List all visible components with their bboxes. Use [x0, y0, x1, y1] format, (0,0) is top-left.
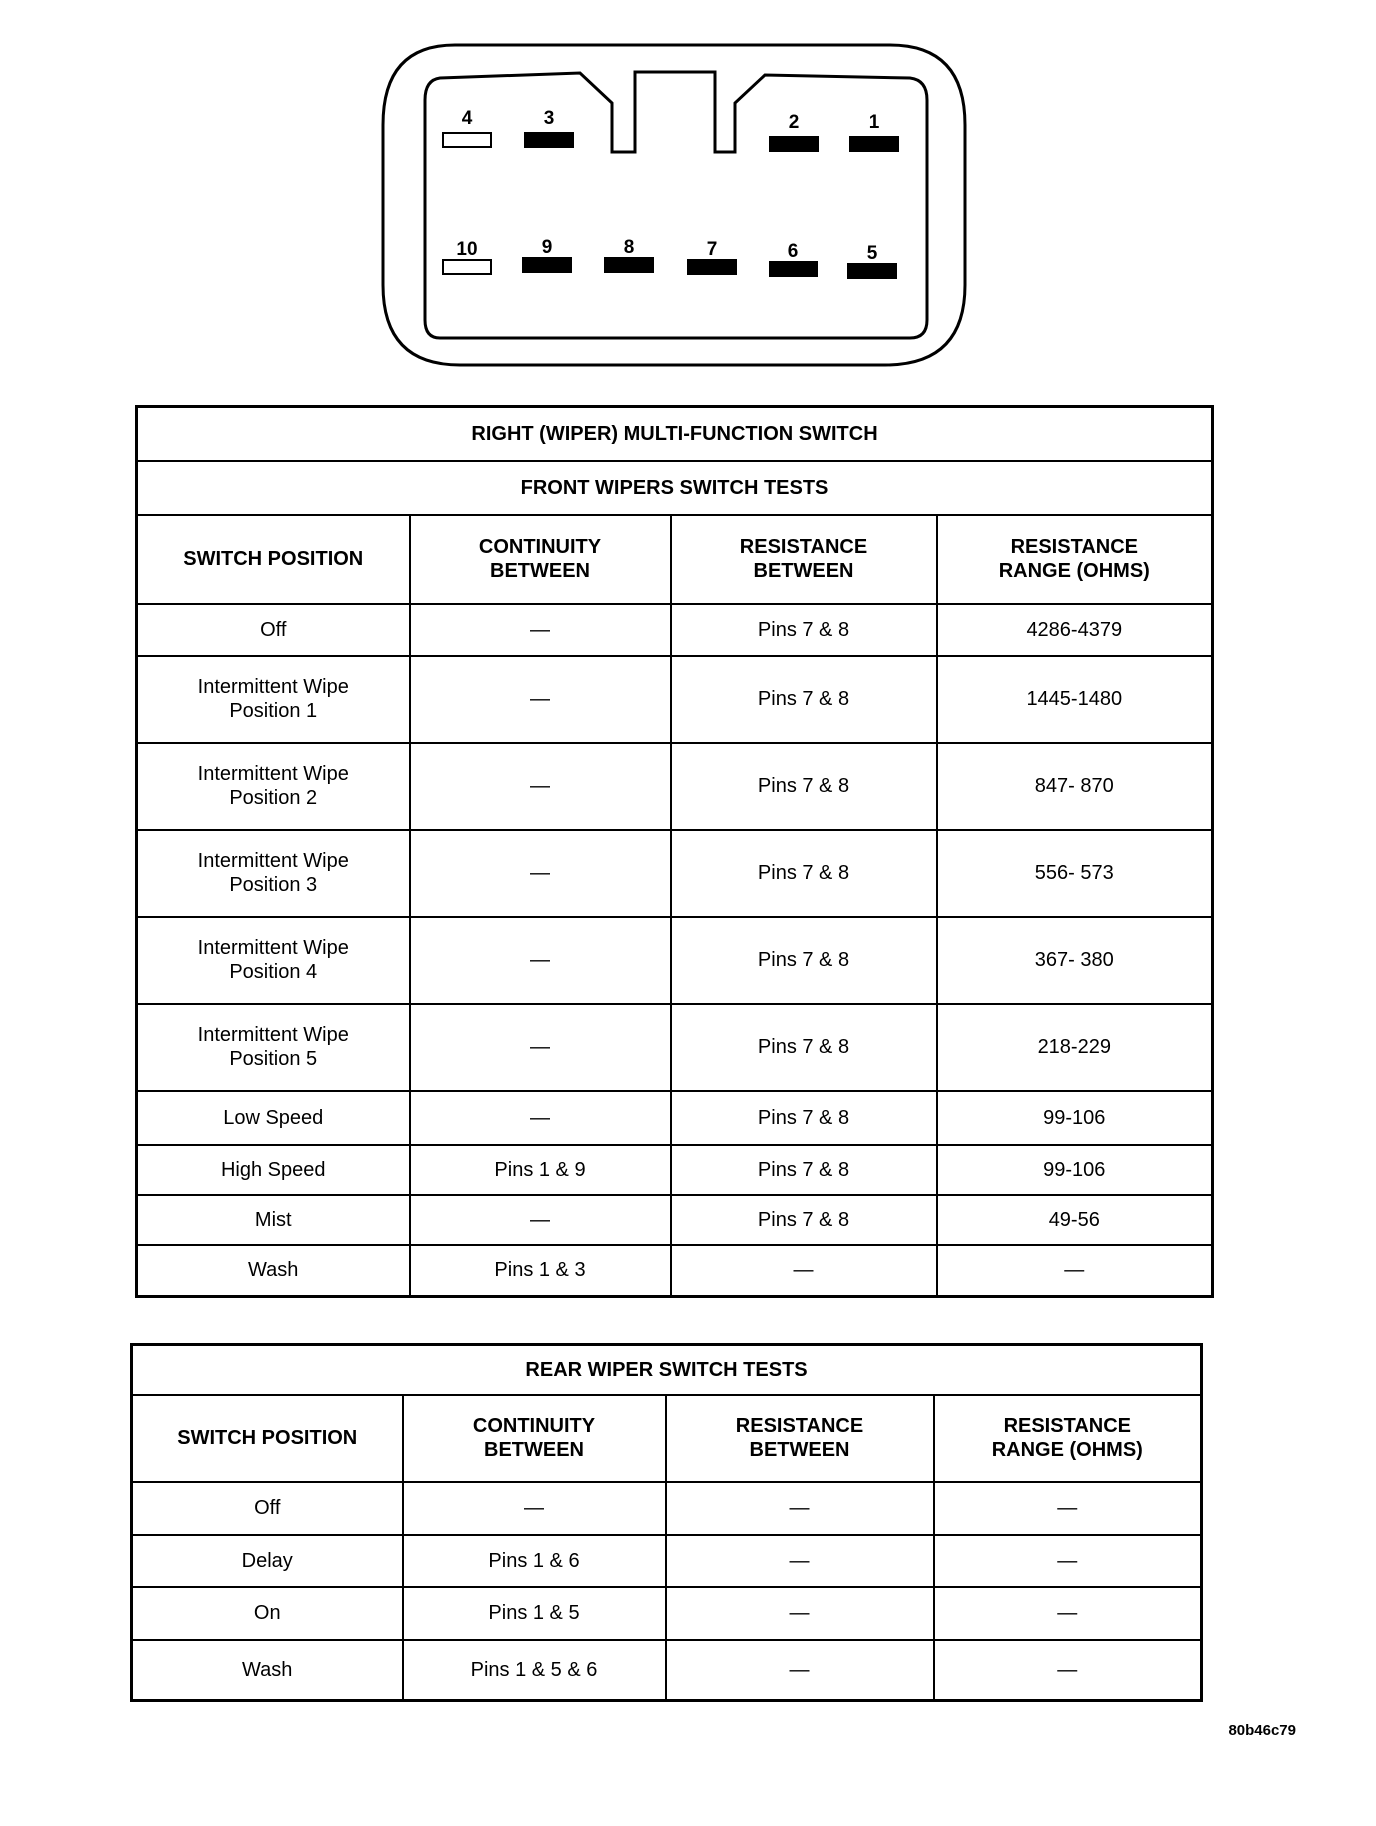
cell-text: Pins 7 & 8: [757, 1106, 850, 1129]
cell-switch-position: [137, 604, 410, 656]
pin-5-terminal: [848, 264, 896, 278]
cell-continuity-between: [410, 917, 671, 1004]
cell-text: —: [530, 1036, 550, 1058]
cell-resistance-range: [937, 1004, 1213, 1091]
pin-10-terminal: [443, 260, 491, 274]
cell-text: RANGE (OHMS): [991, 1439, 1143, 1461]
cell-text: Pins 1 & 6: [488, 1549, 580, 1572]
cell-text: Off: [260, 618, 287, 641]
table-row: [137, 1145, 1213, 1195]
cell-switch-position: [137, 1091, 410, 1145]
table-row: [137, 1195, 1213, 1245]
cell-resistance-between: [671, 830, 937, 917]
cell-continuity-between: [410, 830, 671, 917]
figure-reference: 80b46c79: [1228, 1722, 1296, 1739]
cell-text: RANGE (OHMS): [998, 560, 1150, 582]
cell-text: RESISTANCE: [1010, 536, 1138, 558]
cell-text: RESISTANCE: [1003, 1415, 1131, 1437]
pin-5-label: 5: [866, 243, 878, 264]
cell-text: —: [530, 1208, 550, 1231]
cell-text: Pins 1 & 9: [494, 1158, 586, 1181]
cell-text: —: [789, 1658, 810, 1681]
cell-resistance-range: [937, 1195, 1213, 1245]
cell-continuity-between: [410, 1145, 671, 1195]
cell-text: CONTINUITY: [472, 1415, 596, 1437]
front-table-title: RIGHT (WIPER) MULTI-FUNCTION SWITCH: [137, 407, 1213, 461]
cell-resistance-range: [934, 1587, 1202, 1640]
header-resistance-range: [934, 1395, 1202, 1482]
cell-text: 4286-4379: [1026, 618, 1123, 641]
cell-text: SWITCH POSITION: [177, 1427, 358, 1449]
rear-table-title: REAR WIPER SWITCH TESTS: [132, 1345, 1202, 1395]
cell-text: High Speed: [220, 1158, 326, 1181]
cell-text: Pins 7 & 8: [757, 949, 850, 971]
cell-resistance-between: [671, 917, 937, 1004]
cell-resistance-between: [666, 1482, 934, 1535]
cell-text: BETWEEN: [490, 560, 590, 582]
cell-resistance-range: [937, 1145, 1213, 1195]
header-resistance-between: [666, 1395, 934, 1482]
cell-text: 218-229: [1037, 1036, 1111, 1058]
pin-3-label: 3: [543, 108, 555, 129]
front-table-subtitle: FRONT WIPERS SWITCH TESTS: [137, 461, 1213, 515]
cell-resistance-range: [937, 604, 1213, 656]
cell-continuity-between: [403, 1587, 666, 1640]
cell-text: 99-106: [1043, 1158, 1106, 1181]
cell-resistance-between: [671, 1195, 937, 1245]
pin-3-terminal: [525, 133, 573, 147]
cell-text: Delay: [241, 1549, 293, 1572]
cell-text: —: [789, 1497, 810, 1519]
cell-resistance-range: [937, 656, 1213, 743]
cell-text: —: [524, 1497, 544, 1519]
cell-resistance-range: [937, 1245, 1213, 1297]
header-switch-position: [132, 1395, 403, 1482]
cell-text: Pins 7 & 8: [757, 618, 850, 641]
cell-text: Pins 7 & 8: [757, 688, 850, 710]
cell-text: Pins 7 & 8: [757, 1158, 850, 1181]
cell-switch-position: [137, 1004, 410, 1091]
cell-text: 1445-1480: [1026, 688, 1123, 710]
cell-text: Intermittent Wipe: [197, 676, 349, 698]
pin-2-label: 2: [788, 112, 800, 133]
cell-resistance-between: [671, 1004, 937, 1091]
pin-4-terminal: [443, 133, 491, 147]
pin-9-terminal: [523, 258, 571, 272]
cell-text: —: [793, 1259, 814, 1282]
table-row: [137, 604, 1213, 656]
cell-text: Pins 1 & 5 & 6: [470, 1658, 598, 1681]
cell-text: —: [1057, 1549, 1078, 1572]
cell-text: —: [789, 1602, 810, 1624]
pin-2-terminal: [770, 137, 818, 151]
cell-text: Position 3: [229, 874, 318, 896]
cell-text: Intermittent Wipe: [197, 763, 349, 785]
table-row: [132, 1535, 1202, 1587]
cell-text: BETWEEN: [484, 1439, 584, 1461]
cell-switch-position: [137, 1245, 410, 1297]
pin-8-terminal: [605, 258, 653, 272]
cell-continuity-between: [410, 656, 671, 743]
cell-text: RESISTANCE: [739, 536, 868, 558]
cell-text: Off: [254, 1497, 281, 1519]
pin-10-label: 10: [456, 239, 478, 260]
cell-text: 49-56: [1048, 1208, 1100, 1231]
cell-continuity-between: [410, 1195, 671, 1245]
pin-4-label: 4: [461, 108, 473, 129]
connector-pins: [443, 108, 898, 278]
cell-text: —: [789, 1549, 810, 1572]
cell-text: On: [253, 1602, 281, 1624]
cell-text: Position 1: [229, 700, 318, 722]
cell-resistance-between: [671, 656, 937, 743]
cell-switch-position: [132, 1587, 403, 1640]
table-row: [137, 656, 1213, 743]
cell-continuity-between: [403, 1535, 666, 1587]
cell-continuity-between: [410, 1245, 671, 1297]
table-row: [137, 830, 1213, 917]
connector-inner-outline: [425, 72, 927, 338]
cell-continuity-between: [410, 604, 671, 656]
cell-resistance-between: [666, 1535, 934, 1587]
cell-continuity-between: [410, 1091, 671, 1145]
cell-text: —: [1057, 1497, 1078, 1519]
cell-text: Intermittent Wipe: [197, 937, 349, 959]
header-resistance-range: [937, 515, 1213, 604]
pin-7-label: 7: [706, 239, 718, 260]
cell-text: —: [1057, 1602, 1078, 1624]
cell-resistance-between: [671, 604, 937, 656]
cell-text: Wash: [242, 1658, 293, 1681]
cell-text: Pins 1 & 3: [494, 1259, 586, 1282]
cell-text: Pins 1 & 5: [488, 1602, 580, 1624]
pin-8-label: 8: [623, 237, 635, 258]
cell-text: Position 5: [229, 1048, 318, 1070]
table-row: [132, 1482, 1202, 1535]
pin-6-label: 6: [787, 241, 799, 262]
cell-switch-position: [137, 830, 410, 917]
table-row: [137, 743, 1213, 830]
pin-9-label: 9: [541, 237, 553, 258]
cell-text: 367- 380: [1034, 949, 1114, 971]
cell-switch-position: [132, 1640, 403, 1701]
cell-text: Pins 7 & 8: [757, 775, 850, 797]
front-header-row: [137, 515, 1213, 604]
cell-text: —: [1064, 1259, 1085, 1282]
cell-text: 847- 870: [1034, 775, 1114, 797]
cell-text: Position 2: [229, 787, 318, 809]
cell-resistance-between: [671, 743, 937, 830]
connector-diagram: [0, 0, 1376, 380]
cell-switch-position: [137, 743, 410, 830]
header-continuity-between: [410, 515, 671, 604]
cell-text: SWITCH POSITION: [183, 548, 364, 570]
cell-text: BETWEEN: [753, 560, 854, 582]
pin-6-terminal: [770, 262, 817, 276]
cell-text: Pins 7 & 8: [757, 862, 850, 884]
cell-resistance-between: [666, 1587, 934, 1640]
rear-header-row: [132, 1395, 1202, 1482]
cell-text: —: [530, 1106, 550, 1129]
pin-1-label: 1: [868, 112, 880, 133]
cell-text: 556- 573: [1034, 862, 1114, 884]
cell-switch-position: [137, 1145, 410, 1195]
pin-1-terminal: [850, 137, 898, 151]
cell-text: Intermittent Wipe: [197, 850, 349, 872]
table-row: [137, 1091, 1213, 1145]
cell-text: —: [530, 862, 550, 884]
rear-table-body: [132, 1482, 1202, 1701]
cell-resistance-range: [937, 830, 1213, 917]
header-switch-position: [137, 515, 410, 604]
cell-text: Pins 7 & 8: [757, 1208, 850, 1231]
cell-resistance-range: [937, 1091, 1213, 1145]
table-row: [132, 1640, 1202, 1701]
front-wipers-table: [135, 405, 1214, 1298]
cell-continuity-between: [403, 1640, 666, 1701]
table-row: [137, 1245, 1213, 1297]
table-row: [137, 917, 1213, 1004]
cell-resistance-range: [934, 1535, 1202, 1587]
rear-wiper-table: [130, 1343, 1203, 1702]
cell-switch-position: [137, 1195, 410, 1245]
cell-switch-position: [132, 1482, 403, 1535]
cell-text: Pins 7 & 8: [757, 1036, 850, 1058]
cell-continuity-between: [403, 1482, 666, 1535]
cell-text: Wash: [248, 1259, 299, 1282]
cell-resistance-range: [937, 743, 1213, 830]
cell-resistance-range: [937, 917, 1213, 1004]
cell-resistance-between: [671, 1145, 937, 1195]
cell-resistance-range: [934, 1482, 1202, 1535]
cell-resistance-range: [934, 1640, 1202, 1701]
cell-text: Intermittent Wipe: [197, 1024, 349, 1046]
cell-text: Low Speed: [223, 1106, 324, 1129]
cell-continuity-between: [410, 1004, 671, 1091]
cell-resistance-between: [671, 1245, 937, 1297]
cell-text: —: [1057, 1658, 1078, 1681]
pin-7-terminal: [688, 260, 736, 274]
cell-resistance-between: [671, 1091, 937, 1145]
cell-text: —: [530, 949, 550, 971]
cell-text: 99-106: [1043, 1106, 1106, 1129]
cell-text: —: [530, 618, 550, 641]
header-continuity-between: [403, 1395, 666, 1482]
cell-resistance-between: [666, 1640, 934, 1701]
cell-switch-position: [132, 1535, 403, 1587]
cell-text: Mist: [254, 1208, 292, 1231]
cell-text: RESISTANCE: [735, 1415, 864, 1437]
cell-text: CONTINUITY: [478, 536, 602, 558]
cell-switch-position: [137, 656, 410, 743]
table-row: [137, 1004, 1213, 1091]
cell-switch-position: [137, 917, 410, 1004]
cell-text: —: [530, 775, 550, 797]
front-table-body: [137, 604, 1213, 1297]
cell-text: BETWEEN: [749, 1439, 850, 1461]
cell-text: Position 4: [229, 961, 318, 983]
connector-outline: [383, 45, 965, 365]
header-resistance-between: [671, 515, 937, 604]
table-row: [132, 1587, 1202, 1640]
cell-continuity-between: [410, 743, 671, 830]
cell-text: —: [530, 688, 550, 710]
